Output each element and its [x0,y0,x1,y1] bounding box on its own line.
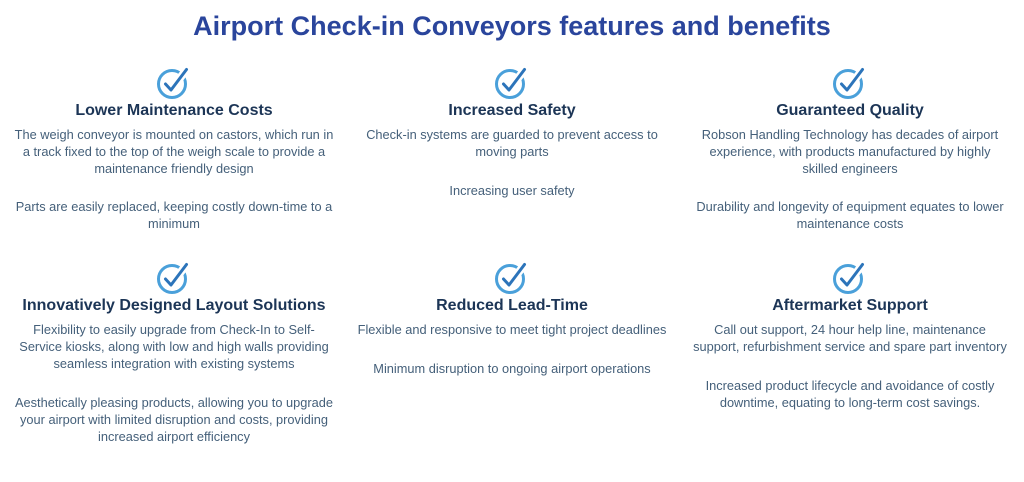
check-circle-icon [14,64,334,100]
feature-paragraph: Flexible and responsive to meet tight project deadlines [357,322,667,338]
feature-title: Reduced Lead-Time [436,297,588,315]
feature-paragraph: The weigh conveyor is mounted on castors, which run in a track fixed to the top of the weigh scale to provide a maintenance friendly design [14,126,334,176]
feature-paragraph: Check-in systems are guarded to prevent access to moving parts [366,126,658,159]
feature-paragraph: Robson Handling Technology has decades of airport experience, with products manufactured by highly skilled engineers [701,126,999,176]
check-circle-icon [352,259,672,295]
feature-title: Innovatively Designed Layout Solutions [22,297,326,315]
feature-card-lower-maintenance-costs [14,64,334,233]
feature-card-aftermarket-support [690,259,1010,445]
feature-title: Guaranteed Quality [776,101,924,119]
feature-card-increased-safety [352,64,672,233]
feature-paragraph: Aesthetically pleasing products, allowing you to upgrade your airport with limited disruption and costs, providing increased airport efficiency [15,394,333,444]
feature-title: Increased Safety [448,101,576,119]
features-grid [0,64,1024,446]
check-circle-icon [352,64,672,100]
feature-paragraph: Increased product lifecycle and avoidance of costly downtime, equating to long-term cost savings. [705,378,995,410]
check-circle-icon [690,64,1010,100]
feature-paragraph: Minimum disruption to ongoing airport operations [373,361,651,377]
feature-title: Aftermarket Support [772,297,928,315]
feature-paragraph: Durability and longevity of equipment equates to lower maintenance costs [696,199,1004,232]
check-circle-icon [690,259,1010,295]
feature-paragraph: Call out support, 24 hour help line, maintenance support, refurbishment service and spare part inventory [693,322,1007,355]
feature-paragraph: Parts are easily replaced, keeping costly down-time to a minimum [15,199,333,232]
feature-title: Lower Maintenance Costs [75,101,273,119]
feature-paragraph: Increasing user safety [449,182,575,198]
feature-card-reduced-lead-time [352,259,672,445]
check-circle-icon [14,259,334,295]
feature-card-innovatively-designed-layout-solutions [14,259,334,445]
feature-paragraph: Flexibility to easily upgrade from Check-In to Self-Service kiosks, along with low and high walls providing seamless integration with existing systems [19,322,329,372]
page-title: Airport Check-in Conveyors features and benefits [193,11,831,41]
feature-card-guaranteed-quality [690,64,1010,233]
